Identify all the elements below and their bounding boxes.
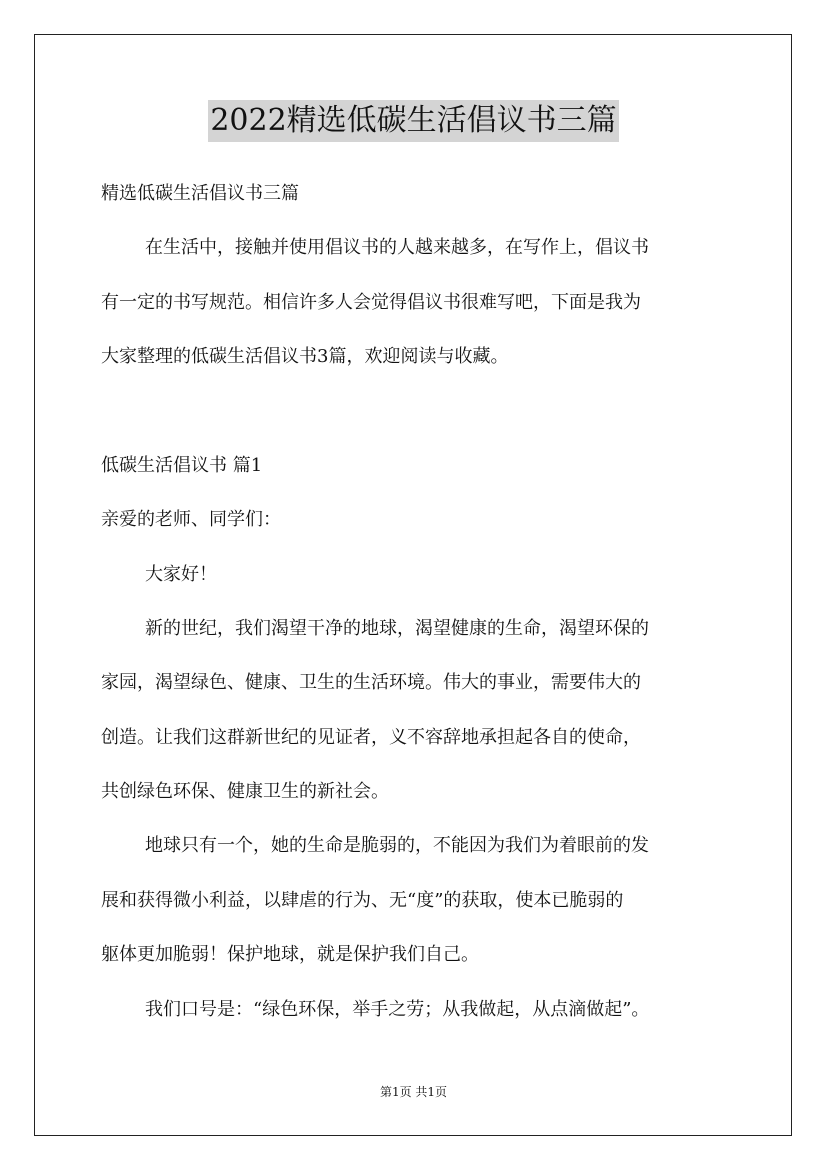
intro-line-2: 有一定的书写规范。相信许多人会觉得倡议书很难写吧，下面是我为 <box>101 292 641 313</box>
paragraph1-line-3: 创造。让我们这群新世纪的见证者，义不容辞地承担起各自的使命， <box>101 727 641 748</box>
salutation: 亲爱的老师、同学们： <box>101 509 281 530</box>
slogan-line: 我们口号是：“绿色环保，举手之劳；从我做起，从点滴做起”。 <box>145 999 650 1020</box>
document-subtitle: 精选低碳生活倡议书三篇 <box>101 183 299 204</box>
greeting: 大家好！ <box>145 564 217 585</box>
section-heading: 低碳生活倡议书 篇1 <box>101 455 263 476</box>
paragraph2-line-1: 地球只有一个，她的生命是脆弱的，不能因为我们为着眼前的发 <box>145 835 649 856</box>
paragraph1-line-4: 共创绿色环保、健康卫生的新社会。 <box>101 781 389 802</box>
paragraph1-line-2: 家园，渴望绿色、健康、卫生的生活环境。伟大的事业，需要伟大的 <box>101 672 641 693</box>
document-title <box>0 100 827 142</box>
page-number: 第1页 共1页 <box>379 1085 448 1099</box>
paragraph2-line-3: 躯体更加脆弱！保护地球，就是保护我们自己。 <box>101 944 479 965</box>
paragraph2-line-2: 展和获得微小利益，以肆虐的行为、无“度”的获取，使本已脆弱的 <box>101 890 624 911</box>
paragraph1-line-1: 新的世纪，我们渴望干净的地球，渴望健康的生命，渴望环保的 <box>145 618 649 639</box>
intro-line-3: 大家整理的低碳生活倡议书3篇，欢迎阅读与收藏。 <box>101 346 509 367</box>
intro-line-1: 在生活中，接触并使用倡议书的人越来越多，在写作上，倡议书 <box>145 237 649 258</box>
document-title-text: 2022精选低碳生活倡议书三篇 <box>208 100 618 142</box>
